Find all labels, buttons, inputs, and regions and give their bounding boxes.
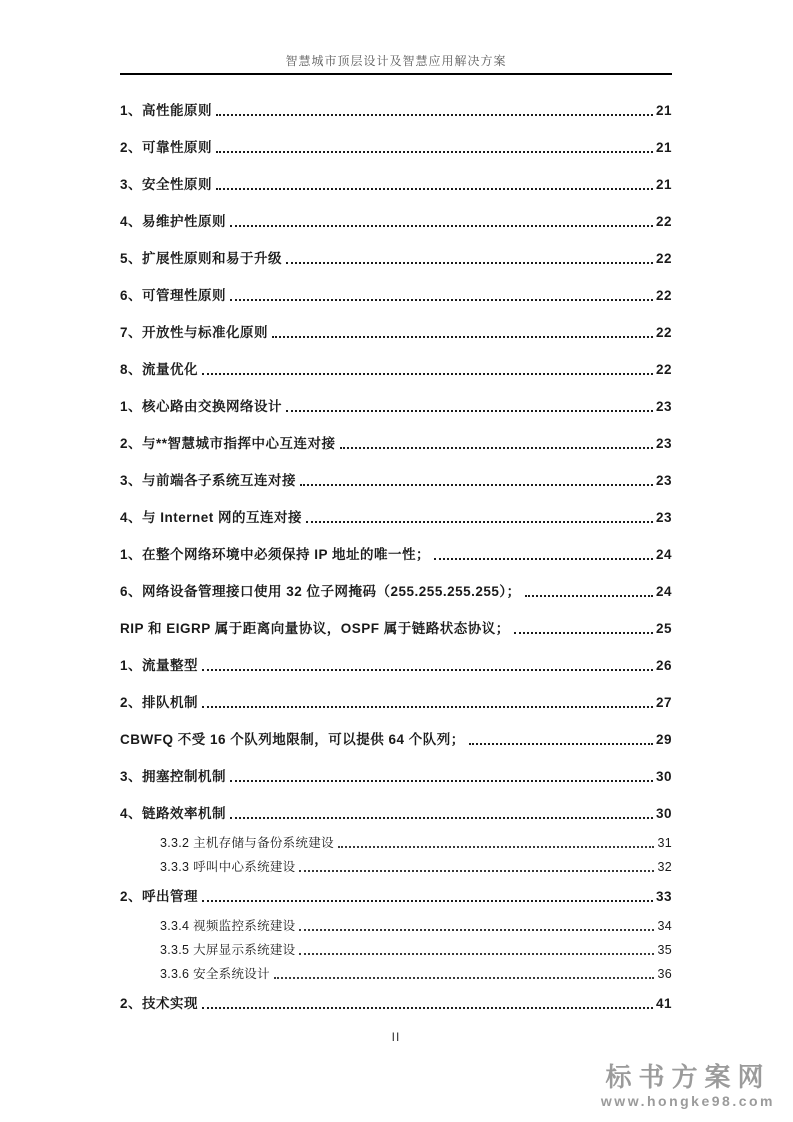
toc-dot-leader: [434, 558, 653, 560]
toc-entry[interactable]: [120, 473, 672, 489]
toc-entry-label: 2、呼出管理: [120, 889, 199, 904]
toc-entry[interactable]: [120, 251, 672, 267]
toc-dot-leader: [525, 595, 653, 597]
toc-entry[interactable]: [120, 621, 672, 637]
toc-entry[interactable]: [120, 996, 672, 1012]
toc-entry-label: 6、网络设备管理接口使用 32 位子网掩码（255.255.255.255）；: [120, 584, 521, 599]
toc-dot-leader: [202, 706, 653, 708]
header-rule: [120, 73, 672, 75]
page-number: II: [391, 1030, 401, 1044]
toc-entry[interactable]: [120, 362, 672, 378]
toc-entry-page: 23: [655, 399, 672, 414]
toc-entry[interactable]: [120, 967, 672, 982]
toc-entry[interactable]: [120, 732, 672, 748]
toc-dot-leader: [230, 817, 653, 819]
toc-entry-page: 30: [655, 806, 672, 821]
toc-entry[interactable]: [120, 140, 672, 156]
toc-entry-page: 22: [655, 362, 672, 377]
toc-entry-page: 22: [655, 325, 672, 340]
table-of-contents: [120, 103, 672, 1012]
toc-entry[interactable]: [120, 919, 672, 934]
toc-dot-leader: [272, 336, 653, 338]
toc-entry-page: 31: [657, 836, 672, 850]
toc-entry[interactable]: [120, 325, 672, 341]
toc-entry-page: 30: [655, 769, 672, 784]
toc-entry[interactable]: [120, 806, 672, 822]
toc-entry-label: 1、流量整型: [120, 658, 199, 673]
page-header: [120, 54, 672, 75]
toc-entry-page: 41: [655, 996, 672, 1011]
toc-dot-leader: [514, 632, 653, 634]
toc-entry-label: 3、安全性原则: [120, 177, 213, 192]
toc-dot-leader: [230, 225, 653, 227]
toc-entry-page: 33: [655, 889, 672, 904]
toc-dot-leader: [340, 447, 653, 449]
toc-entry-page: 21: [655, 103, 672, 118]
toc-entry-page: 24: [655, 584, 672, 599]
toc-entry-page: 22: [655, 251, 672, 266]
toc-dot-leader: [230, 780, 653, 782]
toc-entry-page: 21: [655, 177, 672, 192]
toc-entry-page: 29: [655, 732, 672, 747]
toc-entry-page: 22: [655, 288, 672, 303]
toc-entry[interactable]: [120, 177, 672, 193]
toc-entry-page: 36: [657, 967, 672, 981]
toc-dot-leader: [338, 846, 655, 848]
toc-entry[interactable]: [120, 399, 672, 415]
toc-entry-label: 4、易维护性原则: [120, 214, 227, 229]
toc-dot-leader: [230, 299, 653, 301]
toc-entry[interactable]: [120, 695, 672, 711]
toc-entry-page: 23: [655, 473, 672, 488]
toc-entry-page: 21: [655, 140, 672, 155]
toc-entry[interactable]: [120, 214, 672, 230]
toc-entry-label: 2、可靠性原则: [120, 140, 213, 155]
toc-entry-label: 1、在整个网络环境中必须保持 IP 地址的唯一性；: [120, 547, 431, 562]
toc-entry[interactable]: [120, 836, 672, 851]
document-title: 智慧城市顶层设计及智慧应用解决方案: [285, 54, 507, 68]
toc-entry[interactable]: [120, 860, 672, 875]
toc-entry-page: 27: [655, 695, 672, 710]
toc-entry[interactable]: [120, 769, 672, 785]
toc-dot-leader: [299, 929, 654, 931]
page-footer: [120, 1030, 672, 1044]
toc-entry-label: 7、开放性与标准化原则: [120, 325, 269, 340]
toc-entry-label: 8、流量优化: [120, 362, 199, 377]
toc-dot-leader: [202, 669, 653, 671]
toc-dot-leader: [216, 151, 653, 153]
toc-entry-label: 5、扩展性原则和易于升级: [120, 251, 283, 266]
toc-entry-page: 23: [655, 510, 672, 525]
toc-entry-page: 32: [657, 860, 672, 874]
toc-entry-label: RIP 和 EIGRP 属于距离向量协议，OSPF 属于链路状态协议；: [120, 621, 510, 636]
toc-entry-label: 3.3.5 大屏显示系统建设: [160, 943, 296, 957]
toc-entry[interactable]: [120, 288, 672, 304]
toc-entry[interactable]: [120, 547, 672, 563]
toc-entry-page: 23: [655, 436, 672, 451]
toc-dot-leader: [202, 900, 653, 902]
toc-entry-label: 3、拥塞控制机制: [120, 769, 227, 784]
toc-entry[interactable]: [120, 943, 672, 958]
toc-entry-label: 4、链路效率机制: [120, 806, 227, 821]
toc-entry-label: 3.3.2 主机存储与备份系统建设: [160, 836, 334, 850]
toc-dot-leader: [286, 262, 653, 264]
watermark-site-name: 标书方案网: [605, 1062, 771, 1092]
toc-entry-label: 1、高性能原则: [120, 103, 213, 118]
toc-entry[interactable]: [120, 658, 672, 674]
toc-entry-label: 3.3.4 视频监控系统建设: [160, 919, 296, 933]
toc-dot-leader: [299, 870, 654, 872]
toc-entry[interactable]: [120, 103, 672, 119]
toc-entry-page: 26: [655, 658, 672, 673]
toc-entry-label: 1、核心路由交换网络设计: [120, 399, 283, 414]
toc-entry-page: 35: [657, 943, 672, 957]
toc-entry-label: 2、技术实现: [120, 996, 199, 1011]
toc-entry-label: 3.3.3 呼叫中心系统建设: [160, 860, 296, 874]
watermark: [601, 1062, 775, 1110]
toc-entry-page: 22: [655, 214, 672, 229]
toc-dot-leader: [286, 410, 653, 412]
toc-entry-label: 3、与前端各子系统互连对接: [120, 473, 297, 488]
toc-dot-leader: [306, 521, 653, 523]
toc-dot-leader: [299, 953, 654, 955]
toc-entry-page: 34: [657, 919, 672, 933]
toc-entry[interactable]: [120, 436, 672, 452]
toc-dot-leader: [202, 1007, 653, 1009]
toc-entry-label: 2、与**智慧城市指挥中心互连对接: [120, 436, 336, 451]
toc-entry[interactable]: [120, 510, 672, 526]
watermark-site-url: www.hongke98.com: [600, 1093, 775, 1109]
toc-entry-page: 25: [655, 621, 672, 636]
toc-entry-page: 24: [655, 547, 672, 562]
toc-dot-leader: [216, 114, 653, 116]
toc-dot-leader: [202, 373, 653, 375]
toc-entry[interactable]: [120, 889, 672, 905]
toc-entry-label: 6、可管理性原则: [120, 288, 227, 303]
toc-dot-leader: [274, 977, 655, 979]
toc-entry-label: 2、排队机制: [120, 695, 199, 710]
toc-entry[interactable]: [120, 584, 672, 600]
toc-dot-leader: [300, 484, 653, 486]
toc-entry-label: CBWFQ 不受 16 个队列地限制，可以提供 64 个队列；: [120, 732, 465, 747]
toc-entry-label: 4、与 Internet 网的互连对接: [120, 510, 303, 525]
toc-dot-leader: [216, 188, 653, 190]
toc-dot-leader: [469, 743, 653, 745]
toc-entry-label: 3.3.6 安全系统设计: [160, 967, 270, 981]
